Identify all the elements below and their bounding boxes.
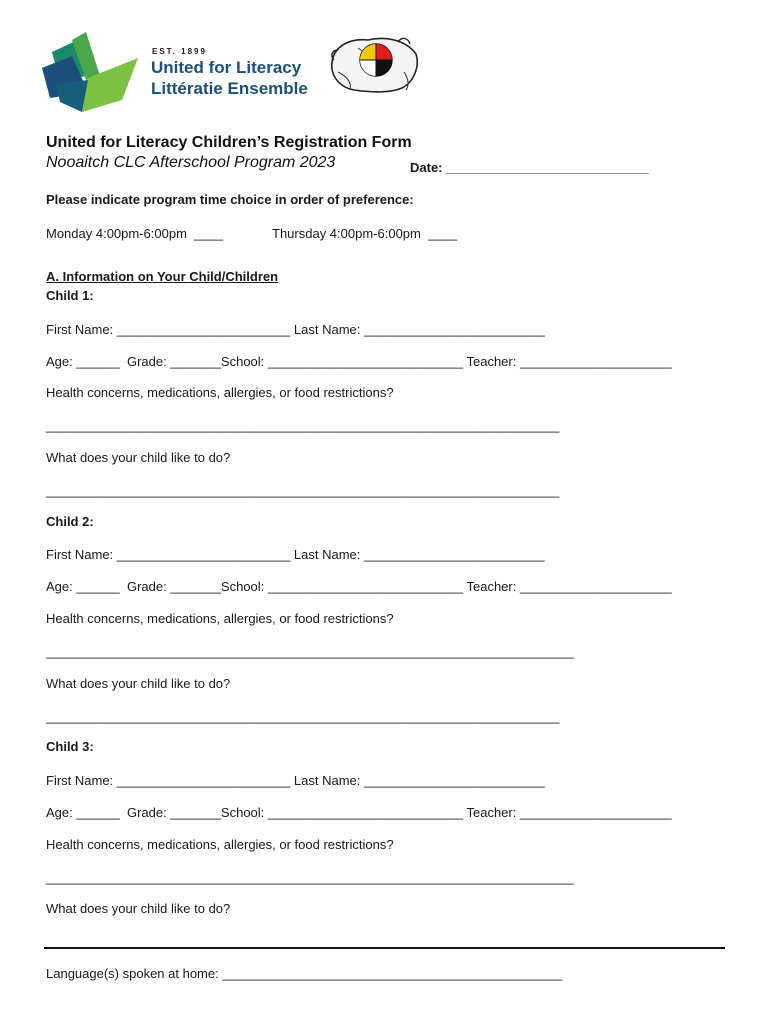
child-1-name-fields[interactable]: First Name: ________________________ Last Name: _________________________ [46,322,545,337]
child-3-heading: Child 3: [46,739,94,754]
child-2-details-fields[interactable]: Age: ______ Grade: _______School: ___________________________ Teacher: _____________________ [46,579,672,594]
date-field[interactable]: Date: ____________________________ [410,160,649,175]
form-subtitle: Nooaitch CLC Afterschool Program 2023 [46,154,336,171]
divider-rule [44,947,725,949]
child-2-heading: Child 2: [46,514,94,529]
form-title: United for Literacy Children’s Registration Form [46,134,412,151]
child-1-likes-field[interactable]: _______________________________________________________________________ [46,483,560,498]
child-1-health-field[interactable]: _______________________________________________________________________ [46,418,560,433]
child-1-details-fields[interactable]: Age: ______ Grade: _______School: ___________________________ Teacher: _____________________ [46,354,672,369]
monday-choice-field[interactable]: Monday 4:00pm-6:00pm ____ [46,226,224,241]
child-2-likes-field[interactable]: _______________________________________________________________________ [46,709,560,724]
brand-name-english: United for Literacy [151,58,302,77]
bear-medicine-wheel-emblem-icon [328,32,420,96]
child-3-likes-prompt: What does your child like to do? [46,901,231,916]
child-3-health-prompt: Health concerns, medications, allergies, or food restrictions? [46,837,394,852]
child-2-name-fields[interactable]: First Name: ________________________ Last Name: _________________________ [46,547,545,562]
child-1-heading: Child 1: [46,288,94,303]
child-2-health-prompt: Health concerns, medications, allergies, or food restrictions? [46,611,394,626]
established-year: EST. 1899 [152,47,207,56]
section-a-title: A. Information on Your Child/Children [46,269,279,284]
child-1-health-prompt: Health concerns, medications, allergies, or food restrictions? [46,385,394,400]
child-1-likes-prompt: What does your child like to do? [46,450,231,465]
language-field[interactable]: Language(s) spoken at home: _______________________________________________ [46,966,563,981]
brand-name-french: Littératie Ensemble [151,79,308,98]
child-2-health-field[interactable]: _________________________________________________________________________ [46,644,574,659]
child-3-name-fields[interactable]: First Name: ________________________ Last Name: _________________________ [46,773,545,788]
child-3-details-fields[interactable]: Age: ______ Grade: _______School: ___________________________ Teacher: _____________________ [46,805,672,820]
preference-prompt: Please indicate program time choice in order of preference: [46,192,414,207]
child-2-likes-prompt: What does your child like to do? [46,676,231,691]
united-for-literacy-logo-icon [42,30,140,112]
child-3-health-field[interactable]: _________________________________________________________________________ [46,870,574,885]
thursday-choice-field[interactable]: Thursday 4:00pm-6:00pm ____ [272,226,457,241]
